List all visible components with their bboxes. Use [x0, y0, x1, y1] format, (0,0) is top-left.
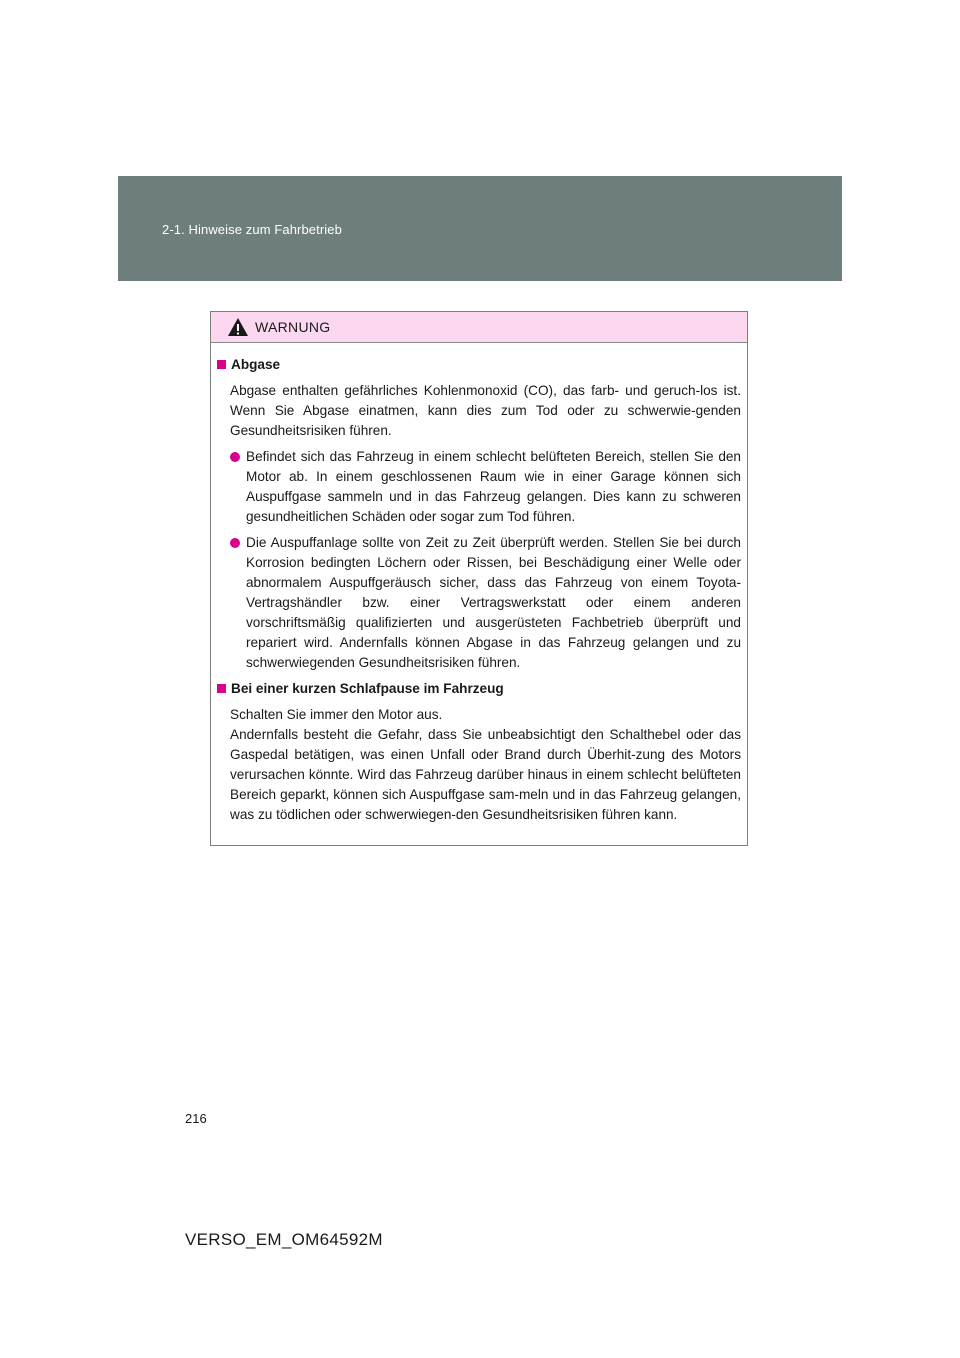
- bullet-text: Befindet sich das Fahrzeug in einem schlecht belüfteten Bereich, stellen Sie den Motor ab. In einem geschlossenen Raum wie in einer Garage können sich Auspuffgase sammeln und in das Fahrzeug gelangen. Dies kann zu schweren gesundheitlichen Schäden oder sogar zum Tod führen.: [246, 449, 741, 524]
- warning-box: [210, 311, 748, 846]
- section-heading-abgase: [217, 355, 741, 375]
- warning-title: WARNUNG: [255, 319, 331, 335]
- section-title: 2-1. Hinweise zum Fahrbetrieb: [162, 222, 342, 237]
- square-bullet-icon: [217, 360, 226, 369]
- section-header-band: [118, 176, 842, 281]
- warning-triangle-icon: [227, 317, 249, 337]
- warning-header: [211, 312, 747, 343]
- square-bullet-icon: [217, 684, 226, 693]
- circle-bullet-icon: [230, 452, 240, 462]
- section-paragraph-line1: Schalten Sie immer den Motor aus.: [230, 707, 443, 722]
- section-paragraph-line2: Andernfalls besteht die Gefahr, dass Sie unbeabsichtigt den Schalthebel oder das Gaspedal betätigen, was einen Unfall oder Brand durch Überhit-zung des Motors verursachen könnte. Wird das Fahrzeug darüber hinaus in einem schlecht belüfteten Bereich geparkt, können sich Auspuffgase sam-meln und in das Fahrzeug gelangen, was zu tödlichen oder schwerwiegen-den Gesundheitsrisiken führen kann.: [230, 727, 741, 822]
- bullet-text: Die Auspuffanlage sollte von Zeit zu Zeit überprüft werden. Stellen Sie bei durch Korrosion bedingten Löchern oder Rissen, bei Beschädigung einer Welle oder abnormalem Auspuffgeräusch sicher, dass das Fahrzeug von einem Toyota-Vertragshändler bzw. einer Vertragswerkstatt oder einem anderen vorschriftsmäßig qualifizierten und ausgerüsteten Fachbetrieb überprüft und repariert wird. Andernfalls können Abgase in das Fahrzeug gelangen und zu schwerwiegenden Gesundheitsrisiken führen.: [246, 535, 741, 670]
- section-heading-text: Abgase: [231, 357, 281, 372]
- section-heading-text: Bei einer kurzen Schlafpause im Fahrzeug: [231, 681, 504, 696]
- section-paragraph: Abgase enthalten gefährliches Kohlenmonoxid (CO), das farb- und geruch-los ist. Wenn Sie Abgase einatmen, kann dies zum Tod oder zu schwerwie-genden Gesundheitsrisiken führen.: [230, 383, 741, 438]
- circle-bullet-icon: [230, 538, 240, 548]
- section-heading-schlafpause: [217, 679, 741, 699]
- document-code: VERSO_EM_OM64592M: [185, 1230, 383, 1249]
- page-number: 216: [185, 1111, 207, 1126]
- bullet-item: [230, 533, 741, 673]
- bullet-item: [230, 447, 741, 527]
- warning-body: [211, 343, 747, 825]
